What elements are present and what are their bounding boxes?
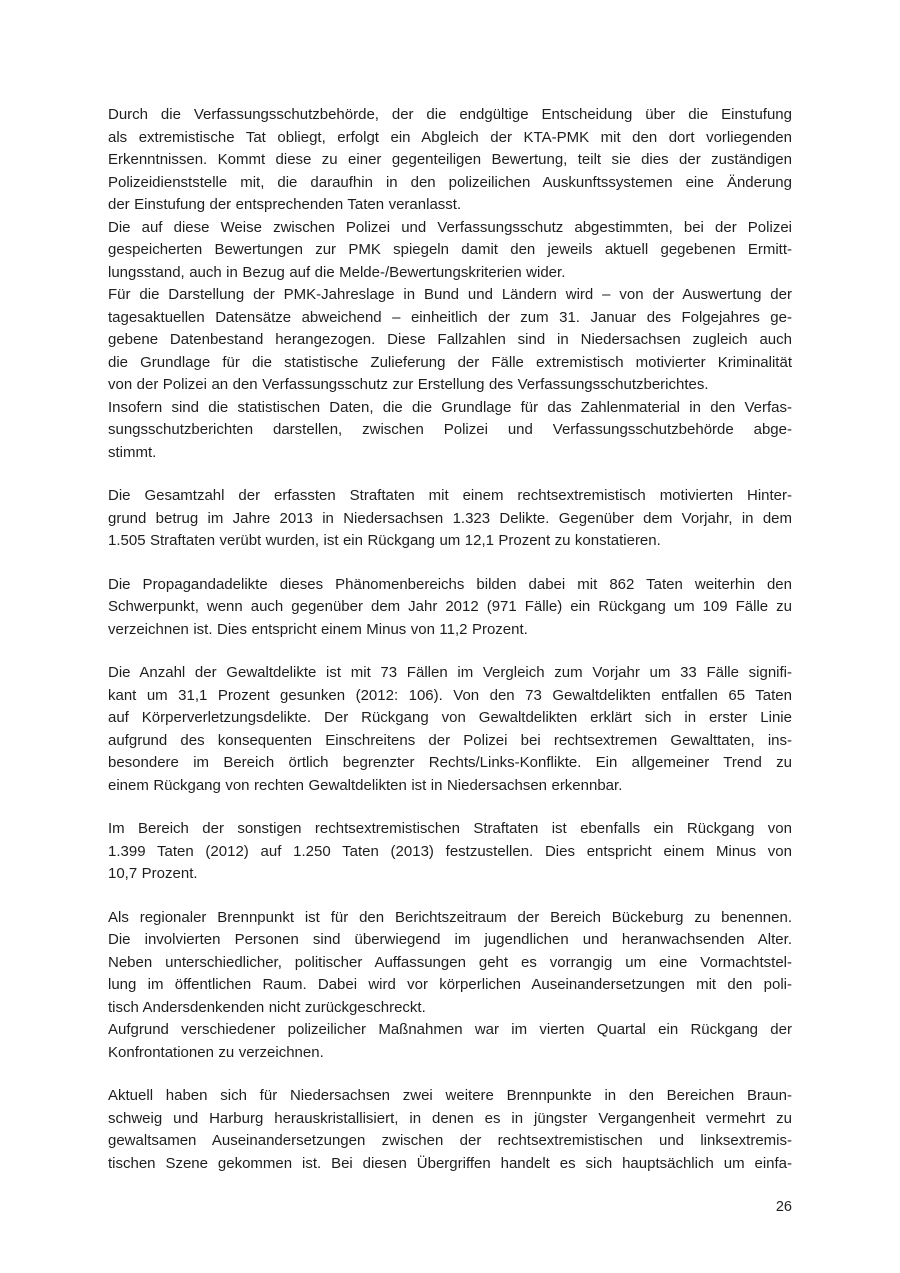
- text-line: Konfrontationen zu verzeichnen.: [108, 1043, 324, 1061]
- text-line: Aktuell haben sich für Niedersachsen zwei weitere Brennpunkte in den Bereichen Braun-: [108, 1087, 792, 1104]
- text-line: 1.399 Taten (2012) auf 1.250 Taten (2013) festzustellen. Dies entspricht einem Minus von: [108, 842, 792, 860]
- text-line: grund betrug im Jahre 2013 in Niedersachsen 1.323 Delikte. Gegenüber dem Vorjahr, in dem: [108, 509, 792, 527]
- text-line: tischen Szene gekommen ist. Bei diesen Übergriffen handelt es sich hauptsächlich um einfa-: [108, 1154, 792, 1172]
- paragraph: [108, 284, 792, 397]
- text-line: Aufgrund verschiedener polizeilicher Maßnahmen war im vierten Quartal ein Rückgang der: [108, 1021, 792, 1038]
- text-line: sungsschutzberichten darstellen, zwischen Polizei und Verfassungsschutzbehörde abge-: [108, 421, 792, 438]
- paragraph: [108, 907, 792, 1020]
- text-line: Polizeidienststelle mit, die daraufhin in den polizeilichen Auskunftssystemen eine Änderung: [108, 173, 792, 191]
- text-line: tisch Andersdenkenden nicht zurückgeschreckt.: [108, 998, 426, 1016]
- paragraph: [108, 1085, 792, 1175]
- text-line: Die Propagandadelikte dieses Phänomenbereichs bilden dabei mit 862 Taten weiterhin den: [108, 575, 792, 593]
- text-line: gebene Datenbestand herangezogen. Diese Fallzahlen sind in Niedersachsen zugleich auch: [108, 331, 792, 348]
- text-line: aufgrund des konsequenten Einschreitens der Polizei bei rechtsextremen Gewalttaten, ins-: [108, 731, 792, 749]
- text-line: tagesaktuellen Datensätze abweichend – einheitlich der zum 31. Januar des Folgejahres ge-: [108, 308, 792, 326]
- text-line: lungsstand, auch in Bezug auf die Melde-/Bewertungskriterien wider.: [108, 263, 566, 281]
- paragraph: [108, 1019, 792, 1064]
- page-number: 26: [775, 1199, 792, 1215]
- text-line: einem Rückgang von rechten Gewaltdelikten ist in Niedersachsen erkennbar.: [108, 776, 623, 794]
- paragraph: [108, 662, 792, 797]
- text-line: kant um 31,1 Prozent gesunken (2012: 106). Von den 73 Gewaltdelikten entfallen 65 Taten: [108, 686, 792, 704]
- text-line: Neben unterschiedlicher, politischer Auffassungen geht es vorrangig um eine Vormachtstel-: [108, 953, 792, 971]
- text-line: Durch die Verfassungsschutzbehörde, der die endgültige Entscheidung über die Einstufung: [108, 106, 792, 123]
- text-line: 1.505 Straftaten verübt wurden, ist ein Rückgang um 12,1 Prozent zu konstatieren.: [108, 532, 661, 549]
- text-line: Für die Darstellung der PMK-Jahreslage in Bund und Ländern wird – von der Auswertung der: [108, 286, 792, 303]
- text-line: Die Anzahl der Gewaltdelikte ist mit 73 Fällen im Vergleich zum Vorjahr um 33 Fälle signifi-: [108, 664, 792, 681]
- text-line: Die involvierten Personen sind überwiegend im jugendlichen und heranwachsenden Alter.: [108, 931, 792, 948]
- paragraph: [108, 818, 792, 886]
- text-line: schweig und Harburg herauskristallisiert, in denen es in jüngster Vergangenheit vermehrt zu: [108, 1109, 792, 1127]
- text-line: der Einstufung der entsprechenden Taten veranlasst.: [108, 196, 462, 213]
- paragraph: [108, 574, 792, 642]
- text-line: gespeicherten Bewertungen zur PMK spiegeln damit den jeweils aktuell gegebenen Ermitt-: [108, 241, 792, 258]
- text-line: 10,7 Prozent.: [108, 865, 198, 882]
- text-line: Als regionaler Brennpunkt ist für den Berichtszeitraum der Bereich Bückeburg zu benennen.: [108, 908, 792, 926]
- text-line: Insofern sind die statistischen Daten, die die Grundlage für das Zahlenmaterial in den Verfas-: [108, 398, 792, 416]
- text-line: Schwerpunkt, wenn auch gegenüber dem Jahr 2012 (971 Fälle) ein Rückgang um 109 Fälle zu: [108, 598, 792, 615]
- text-line: von der Polizei an den Verfassungsschutz zur Erstellung des Verfassungsschutzberichtes.: [108, 376, 709, 393]
- text-line: stimmt.: [108, 443, 157, 461]
- text-line: lung im öffentlichen Raum. Dabei wird vor körperlichen Auseinandersetzungen mit den poli-: [108, 976, 792, 993]
- paragraph: [108, 104, 792, 217]
- text-line: auf Körperverletzungsdelikte. Der Rückgang von Gewaltdelikten erklärt sich in erster Linie: [108, 709, 792, 726]
- text-line: als extremistische Tat obliegt, erfolgt ein Abgleich der KTA-PMK mit den dort vorliegenden: [108, 128, 792, 146]
- text-line: Erkenntnissen. Kommt diese zu einer gegenteiligen Bewertung, teilt sie dies der zuständigen: [108, 151, 792, 168]
- paragraph: [108, 397, 792, 465]
- text-line: Im Bereich der sonstigen rechtsextremistischen Straftaten ist ebenfalls ein Rückgang von: [108, 820, 792, 837]
- paragraph: [108, 217, 792, 285]
- text-line: Die Gesamtzahl der erfassten Straftaten mit einem rechtsextremistisch motivierten Hinter-: [108, 487, 792, 504]
- text-line: verzeichnen ist. Dies entspricht einem Minus von 11,2 Prozent.: [108, 620, 528, 638]
- text-line: besondere im Bereich örtlich begrenzter Rechts/Links-Konflikte. Ein allgemeiner Trend zu: [108, 754, 792, 771]
- paragraph: [108, 485, 792, 553]
- text-line: gewaltsamen Auseinandersetzungen zwischen der rechtsextremistischen und linksextremis-: [108, 1132, 792, 1149]
- text-line: Die auf diese Weise zwischen Polizei und Verfassungsschutz abgestimmten, bei der Polizei: [108, 218, 792, 236]
- text-line: die Grundlage für die statistische Zulieferung der Fälle extremistisch motivierter Kriminalität: [108, 353, 792, 371]
- text-block: [108, 104, 792, 1175]
